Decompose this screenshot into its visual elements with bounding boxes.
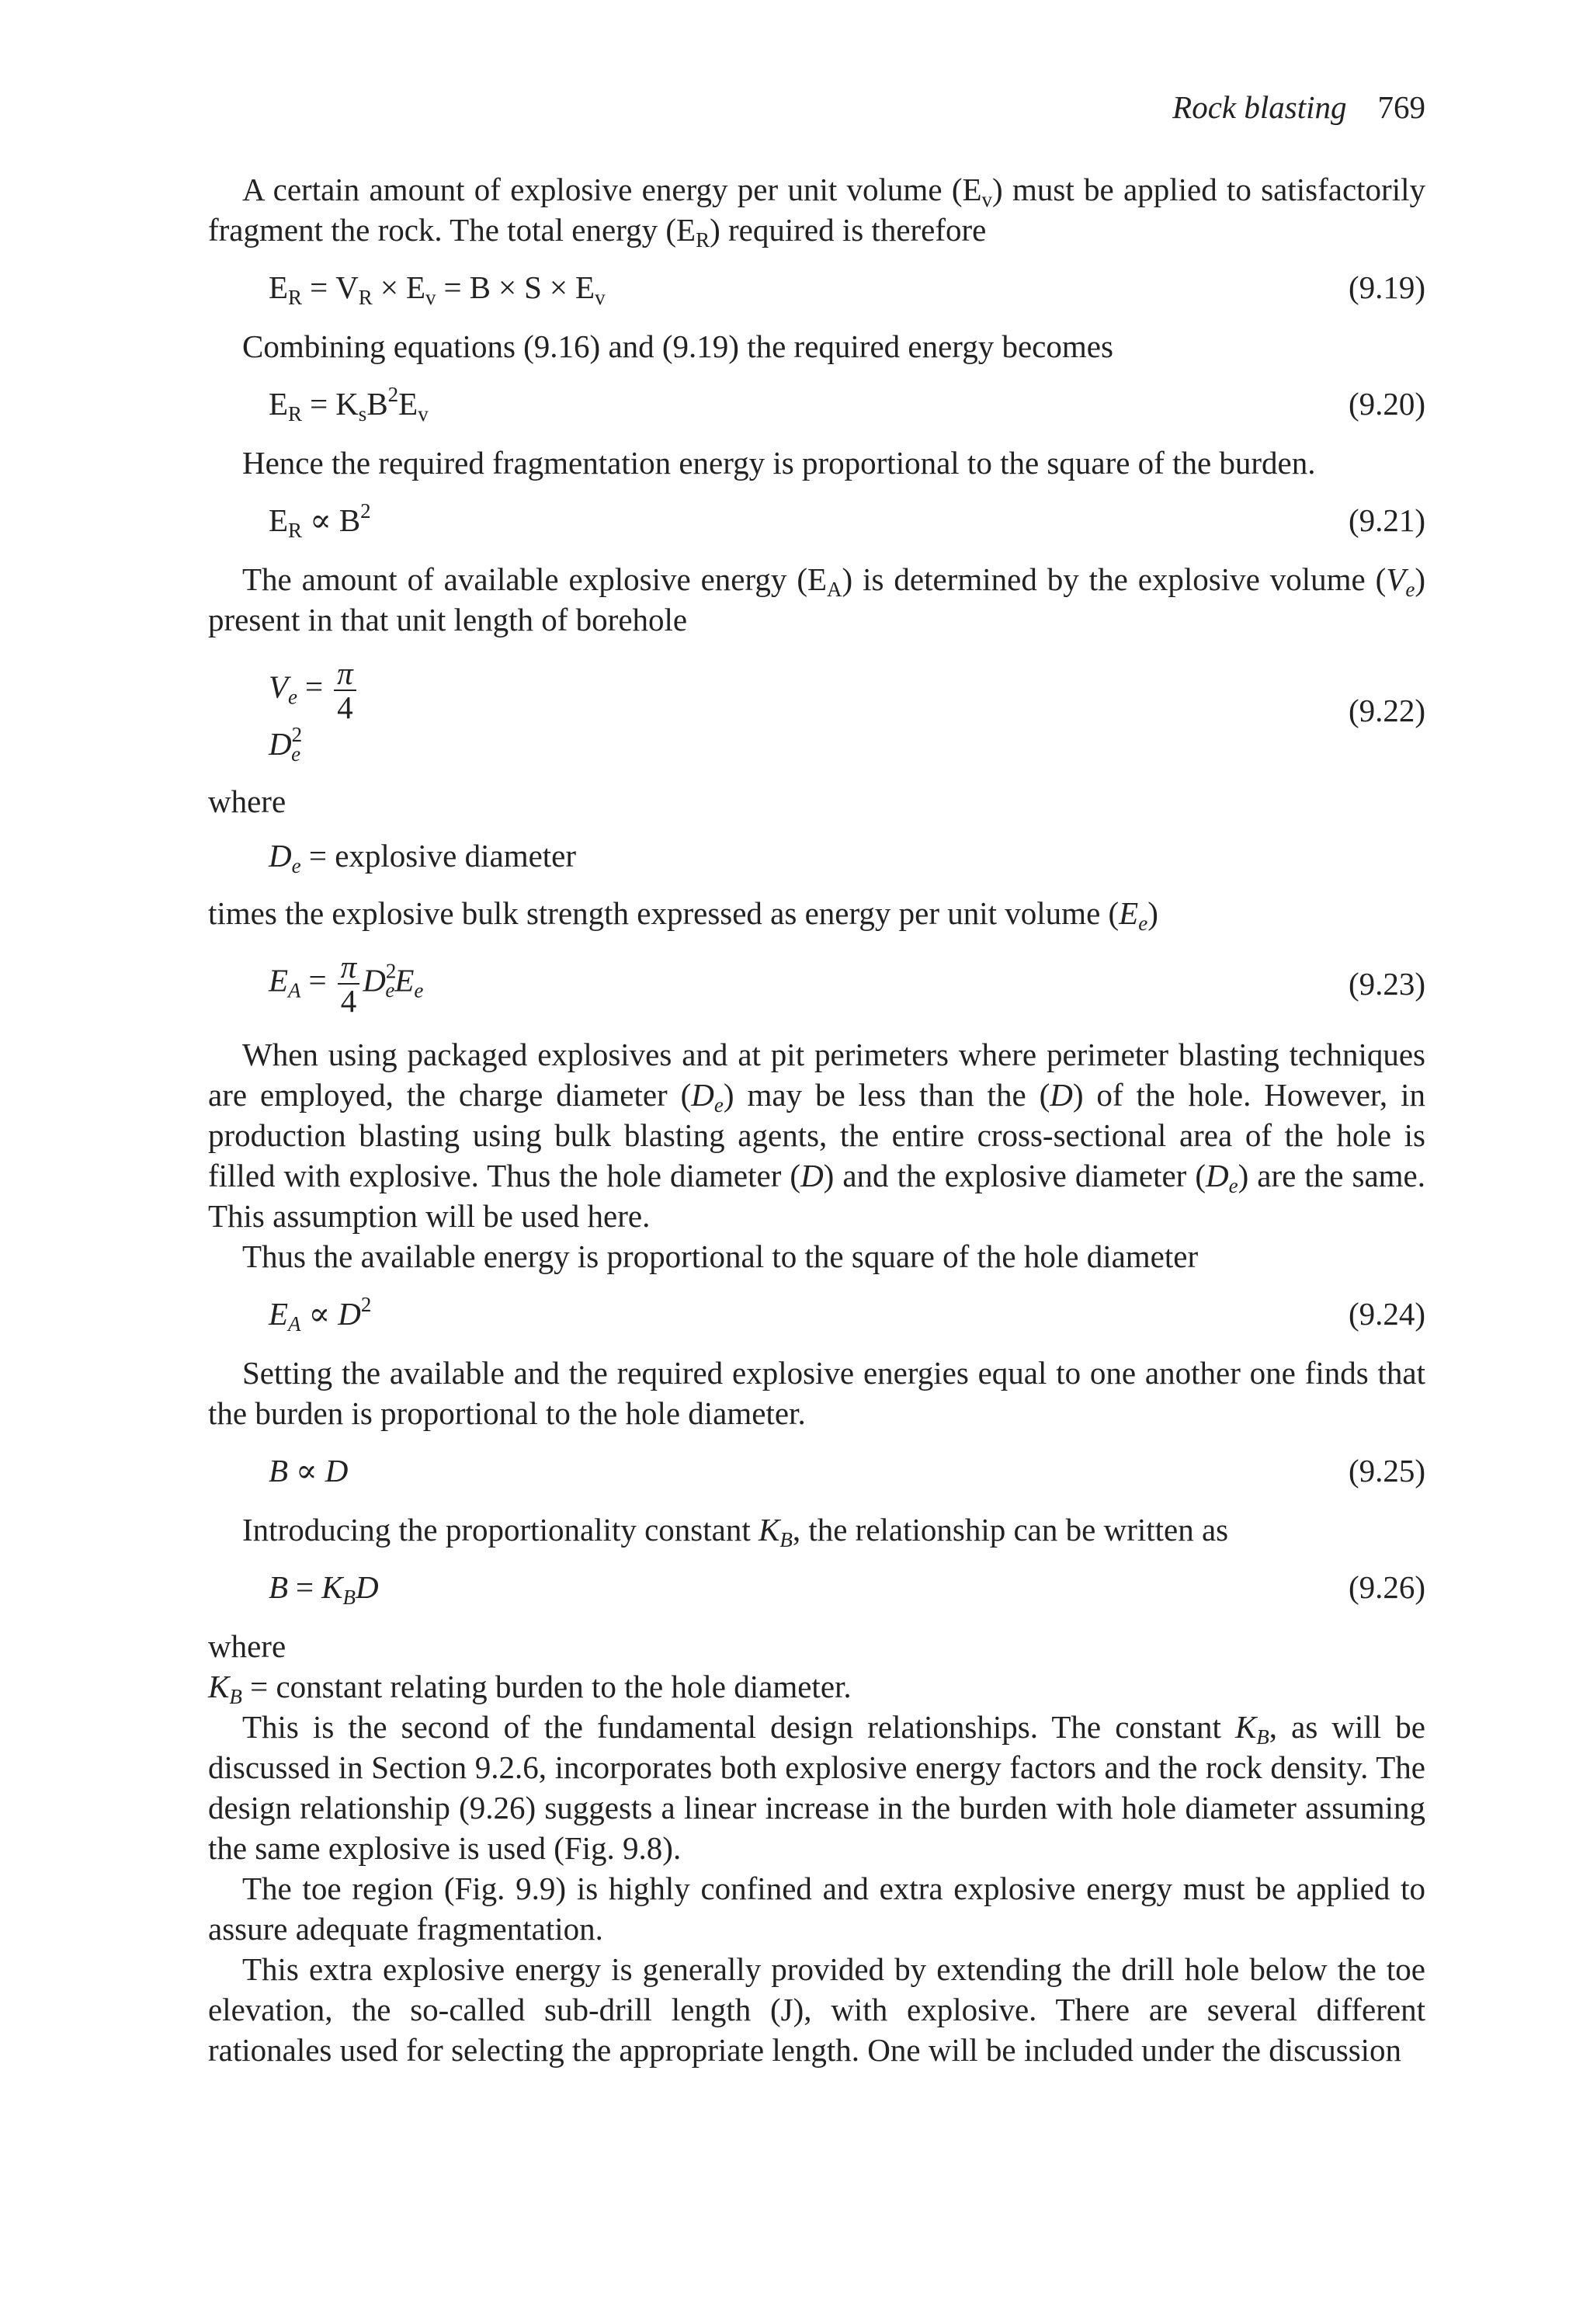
equation-number: (9.25) [1348,1453,1425,1489]
paragraph-second-relationship: This is the second of the fundamental design relationships. The constant $K_B$, as will be discussed in Section 9.2.6, incorporates both explosive energy factors and the rock density. The design relationship (9.26) suggests a linear increase in the burden with hole diameter assuming the same explosive is used (Fig. 9.8). [208,1709,1425,1866]
equation-number: (9.20) [1348,386,1425,422]
equation-expression: $E_A$ = $\frac{\pi}{4}$ $D^2_eE_e$ [269,949,424,1019]
equation-expression: $V_e$ = $\frac{\pi}{4}$ $D^2_e$ [269,657,391,764]
paragraph-available-energy: The amount of available explosive energy $(E_A)$ is determined by the explosive volume $(V_e)$ present in that unit length of borehole [208,561,1425,637]
equation-number: (9.24) [1348,1296,1425,1332]
equation-number: (9.21) [1348,502,1425,538]
paragraph-packaged-explosives: When using packaged explosives and at pit perimeters where perimeter blasting techniques are employed, the charge diameter $(D_e)$ may be less than the (D) of the hole. However, in production blasting using bulk blasting agents, the entire cross-sectional area of the hole is filled with explosive. Thus the hole diameter (D) and the explosive diameter $(D_e)$ are the same. This assumption will be used here. [208,1037,1425,1234]
equation-9-23 [208,950,1425,1017]
running-title: Rock blasting [1172,89,1347,125]
definition-kb: $K_B$ = constant relating burden to the hole diameter. [208,1669,852,1708]
equation-9-19 [208,267,1425,307]
equation-9-25 [208,1450,1425,1491]
equation-9-21 [208,500,1425,540]
paragraph-energy-per-volume: A certain amount of explosive energy per unit volume $(E_v)$ must be applied to satisfactorily fragment the rock. The total energy $(E_R)$ required is therefore [208,172,1425,252]
paragraph-sub-drill: This extra explosive energy is generally provided by extending the drill hole below the toe elevation, the so-called sub-drill length (J), with explosive. There are several different rationales used for selecting the appropriate length. One will be included under the discussion [208,1951,1425,2068]
equation-9-24 [208,1294,1425,1334]
definition-explosive-diameter: $D_e$ = explosive diameter [269,838,577,877]
page-body [208,169,1425,2070]
equation-expression: B ∝ D [269,1453,349,1489]
paragraph-bulk-strength: times the explosive bulk strength expressed as energy per unit volume $(E_e)$ [208,895,1158,935]
equation-expression: $E_R \propto B^2$ [269,499,371,542]
paragraph-available-proportional: Thus the available energy is proportional to the square of the hole diameter [242,1238,1199,1274]
running-header [1172,89,1425,125]
equation-expression: $E_A \propto D^2$ [269,1293,372,1336]
paragraph-hence: Hence the required fragmentation energy is proportional to the square of the burden. [242,445,1316,481]
paragraph-combining: Combining equations (9.16) and (9.19) the required energy becomes [242,328,1113,364]
paragraph-proportionality-constant: Introducing the proportionality constant $K_B$, the relationship can be written as [242,1512,1229,1551]
fraction-pi-over-4: $\frac{\pi}{4}$ [338,950,360,1017]
equation-9-26 [208,1567,1425,1607]
equation-number: (9.26) [1348,1569,1425,1605]
equation-expression: $E_R = K_sB^2E_v$ [269,383,429,426]
equation-9-22 [208,657,1425,764]
equation-number: (9.23) [1348,966,1425,1002]
paragraph-toe-region: The toe region (Fig. 9.9) is highly confined and extra explosive energy must be applied to assure adequate fragmentation. [208,1871,1425,1947]
where-label: where [208,1628,286,1664]
equation-number: (9.22) [1348,693,1425,728]
equation-expression: $E_R = V_R \times E_v = B \times S \times E_v$ [269,269,606,309]
equation-9-20 [208,384,1425,424]
where-label: where [208,783,286,819]
paragraph-setting-equal: Setting the available and the required explosive energies equal to one another one finds that the burden is proportional to the hole diameter. [208,1355,1425,1431]
equation-number: (9.19) [1348,269,1425,305]
equation-expression: $B = K_BD$ [269,1569,379,1609]
fraction-pi-over-4: $\frac{\pi}{4}$ [334,657,356,724]
page-number: 769 [1377,89,1425,125]
